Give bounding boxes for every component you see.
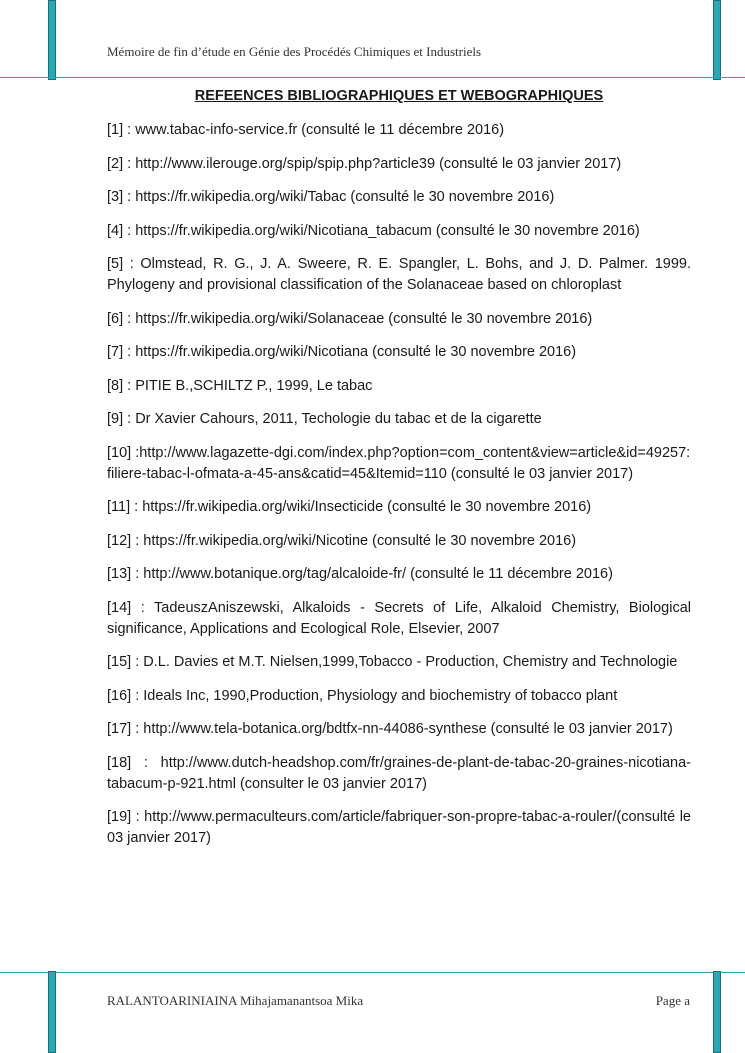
footer-left-bar <box>48 971 56 1053</box>
reference-item: [3] : https://fr.wikipedia.org/wiki/Tabac (consulté le 30 novembre 2016) <box>107 189 555 205</box>
reference-item: [2] : http://www.ilerouge.org/spip/spip.php?article39 (consulté le 03 janvier 2017) <box>107 155 622 172</box>
reference-item: [18] : http://www.dutch-headshop.com/fr/graines-de-plant-de-tabac-20-graines-nicotiana-tabacum-p-921.html (consulter le 03 janvier 2017) <box>107 754 691 792</box>
reference-list <box>107 120 691 862</box>
reference-item: [11] : https://fr.wikipedia.org/wiki/Insecticide (consulté le 30 novembre 2016) <box>107 499 592 515</box>
reference-item: [15] : D.L. Davies et M.T. Nielsen,1999,Tobacco - Production, Chemistry and Technologie <box>107 654 678 670</box>
header-title: Mémoire de fin d’étude en Génie des Procédés Chimiques et Industriels <box>107 44 482 59</box>
reference-item: [9] : Dr Xavier Cahours, 2011, Techologie du tabac et de la cigarette <box>107 411 542 427</box>
header-left-bar <box>48 0 56 80</box>
reference-item: [16] : Ideals Inc, 1990,Production, Physiology and biochemistry of tobacco plant <box>107 687 618 704</box>
reference-item: [13] : http://www.botanique.org/tag/alcaloide-fr/ (consulté le 11 décembre 2016) <box>107 566 613 582</box>
footer-right-bar <box>713 971 721 1053</box>
reference-item: [1] : www.tabac-info-service.fr (consulté le 11 décembre 2016) <box>107 122 505 138</box>
footer-rule <box>0 972 745 973</box>
page-number: Page a <box>655 993 690 1008</box>
reference-item: [5] : Olmstead, R. G., J. A. Sweere, R. E. Spangler, L. Bohs, and J. D. Palmer. 1999. Phylogeny and provisional classification of the Solanaceae based on chloroplast <box>107 256 691 293</box>
reference-item: [8] : PITIE B.,SCHILTZ P., 1999, Le tabac <box>107 377 373 394</box>
reference-item: [14] : TadeuszAniszewski, Alkaloids - Secrets of Life, Alkaloid Chemistry, Biological significance, Applications and Ecological Role, Elsevier, 2007 <box>107 599 691 637</box>
page-title: REFEENCES BIBLIOGRAPHIQUES ET WEBOGRAPHIQUES <box>194 88 604 104</box>
reference-item: [4] : https://fr.wikipedia.org/wiki/Nicotiana_tabacum (consulté le 30 novembre 2016) <box>107 222 640 239</box>
footer-author: RALANTOARINIAINA Mihajamanantsoa Mika <box>107 993 364 1008</box>
reference-item: [19] : http://www.permaculteurs.com/article/fabriquer-son-propre-tabac-a-rouler/(consulté le 03 janvier 2017) <box>107 809 691 846</box>
reference-item: [10] :http://www.lagazette-dgi.com/index.php?option=com_content&view=article&id=49257:filiere-tabac-l-ofmata-a-45-ans&catid=45&Itemid=110 (consulté le 03 janvier 2017) <box>107 444 691 482</box>
reference-item: [7] : https://fr.wikipedia.org/wiki/Nicotiana (consulté le 30 novembre 2016) <box>107 344 577 360</box>
reference-item: [12] : https://fr.wikipedia.org/wiki/Nicotine (consulté le 30 novembre 2016) <box>107 532 577 549</box>
reference-item: [17] : http://www.tela-botanica.org/bdtfx-nn-44086-synthese (consulté le 03 janvier 2017) <box>107 721 673 737</box>
header-rule <box>0 77 745 78</box>
header-right-bar <box>713 0 721 80</box>
reference-item: [6] : https://fr.wikipedia.org/wiki/Solanaceae (consulté le 30 novembre 2016) <box>107 310 593 327</box>
